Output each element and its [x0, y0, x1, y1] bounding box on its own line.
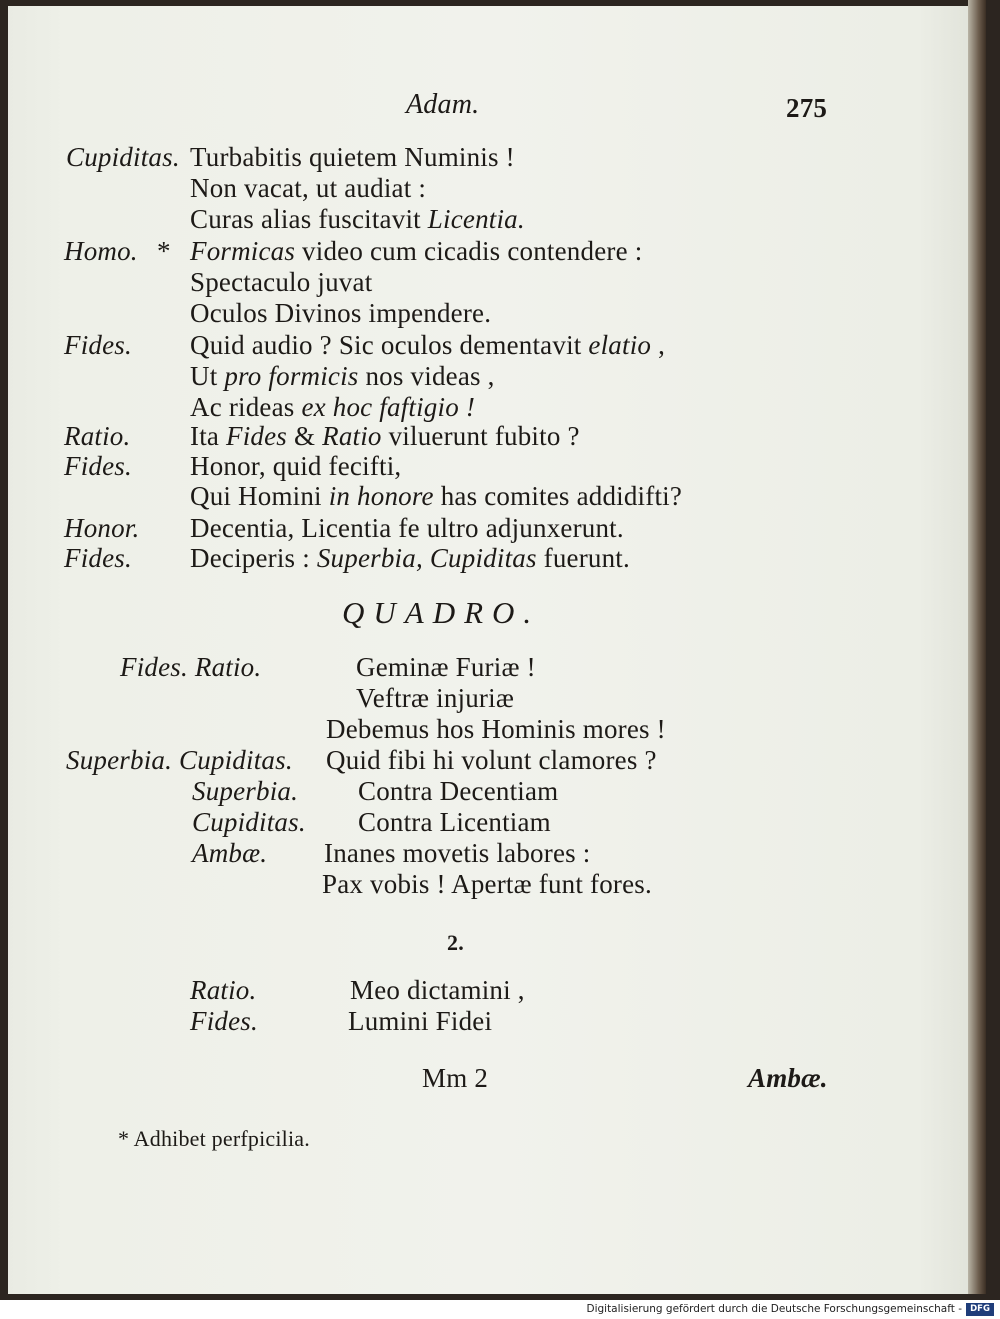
signature-mark: Mm 2	[422, 1063, 489, 1093]
speakers-superbia-cupiditas: Superbia. Cupiditas.	[66, 745, 293, 775]
book-page	[8, 6, 976, 1294]
line-italic: in honore	[328, 481, 434, 511]
quadro-line: Geminæ Furiæ !	[356, 652, 536, 682]
line-italic: elatio	[588, 330, 652, 360]
quadro-line: Quid fibi hi volunt clamores ?	[326, 745, 657, 775]
line-text: Ac rideas	[190, 392, 302, 422]
digitization-footer	[0, 1300, 1000, 1319]
page-number: 275	[786, 93, 828, 123]
speaker-fides: Fides.	[190, 1006, 258, 1036]
quadro-line: Debemus hos Hominis mores !	[326, 714, 666, 744]
line-text: Curas alias fuscitavit	[190, 204, 428, 234]
dialogue-line: Turbabitis quietem Numinis !	[190, 142, 515, 172]
quadro-line: Veftræ injuriæ	[356, 683, 515, 713]
footnote-marker: *	[157, 236, 171, 266]
footnote: * Adhibet perfpicilia.	[118, 1126, 310, 1151]
dialogue-line: Decentia, Licentia fe ultro adjunxerunt.	[190, 513, 624, 543]
speaker-fides: Fides.	[64, 543, 132, 573]
quadro-line: Pax vobis ! Apertæ funt fores.	[322, 869, 652, 899]
speaker-homo: Homo.	[64, 236, 138, 266]
dialogue-line	[190, 392, 475, 422]
quadro-line: Contra Decentiam	[358, 776, 559, 806]
line-text: Ut	[190, 361, 225, 391]
dialogue-line	[190, 204, 525, 234]
catchword: Ambæ.	[748, 1063, 828, 1093]
speaker-fides: Fides.	[64, 451, 132, 481]
line-italic: Formicas	[190, 236, 296, 266]
dialogue-line: Non vacat, ut audiat :	[190, 173, 427, 203]
line-italic: ex hoc faftigio !	[301, 392, 476, 422]
binding-edge	[968, 0, 986, 1294]
section-heading: QUADRO.	[342, 595, 541, 630]
speaker-honor: Honor.	[64, 513, 140, 543]
line-text: viluerunt fubito ?	[381, 421, 580, 451]
line-text: ,	[651, 330, 666, 360]
line-text: Qui Homini	[190, 481, 329, 511]
speaker-superbia: Superbia.	[192, 776, 299, 806]
speaker-fides: Fides.	[64, 330, 132, 360]
digitization-notice: Digitalisierung gefördert durch die Deutsche Forschungsgemeinschaft -	[586, 1303, 962, 1315]
quadro-line: Inanes movetis labores :	[324, 838, 591, 868]
line-text: video cum cicadis contendere :	[295, 236, 643, 266]
dialogue-line: Spectaculo juvat	[190, 267, 373, 297]
quadro-line: Contra Licentiam	[358, 807, 551, 837]
line-italic: Fides	[226, 421, 288, 451]
dialogue-line	[190, 421, 580, 451]
line-italic: Ratio	[322, 421, 382, 451]
dialogue-line	[190, 361, 495, 391]
speaker-ratio: Ratio.	[190, 975, 257, 1005]
line-text: Deciperis :	[190, 543, 317, 573]
verse-number: 2.	[447, 930, 464, 955]
speaker-ratio: Ratio.	[64, 421, 131, 451]
line-text: Quid audio ? Sic oculos dementavit	[190, 330, 589, 360]
verse-line: Meo dictamini ,	[350, 975, 525, 1005]
dialogue-line	[190, 481, 682, 511]
running-title: Adam.	[406, 89, 480, 120]
line-italic: Superbia, Cupiditas	[316, 543, 537, 573]
dialogue-line: Oculos Divinos impendere.	[190, 298, 492, 328]
line-text: has comites addidifti?	[433, 481, 683, 511]
line-text: nos videas ,	[358, 361, 495, 391]
line-italic: Licentia.	[427, 204, 525, 234]
speaker-ambae: Ambæ.	[192, 838, 268, 868]
speaker-cupiditas: Cupiditas.	[66, 142, 180, 172]
dialogue-line	[190, 330, 665, 360]
dialogue-line	[190, 236, 642, 266]
line-text: &	[287, 421, 323, 451]
speakers-fides-ratio: Fides. Ratio.	[120, 652, 262, 682]
line-text: Ita	[190, 421, 227, 451]
dialogue-line	[190, 543, 630, 573]
dialogue-line: Honor, quid fecifti,	[190, 451, 402, 481]
speaker-cupiditas: Cupiditas.	[192, 807, 306, 837]
line-text: fuerunt.	[536, 543, 630, 573]
line-italic: pro formicis	[224, 361, 359, 391]
verse-line: Lumini Fidei	[348, 1006, 493, 1036]
dfg-logo-icon: DFG	[966, 1303, 994, 1316]
